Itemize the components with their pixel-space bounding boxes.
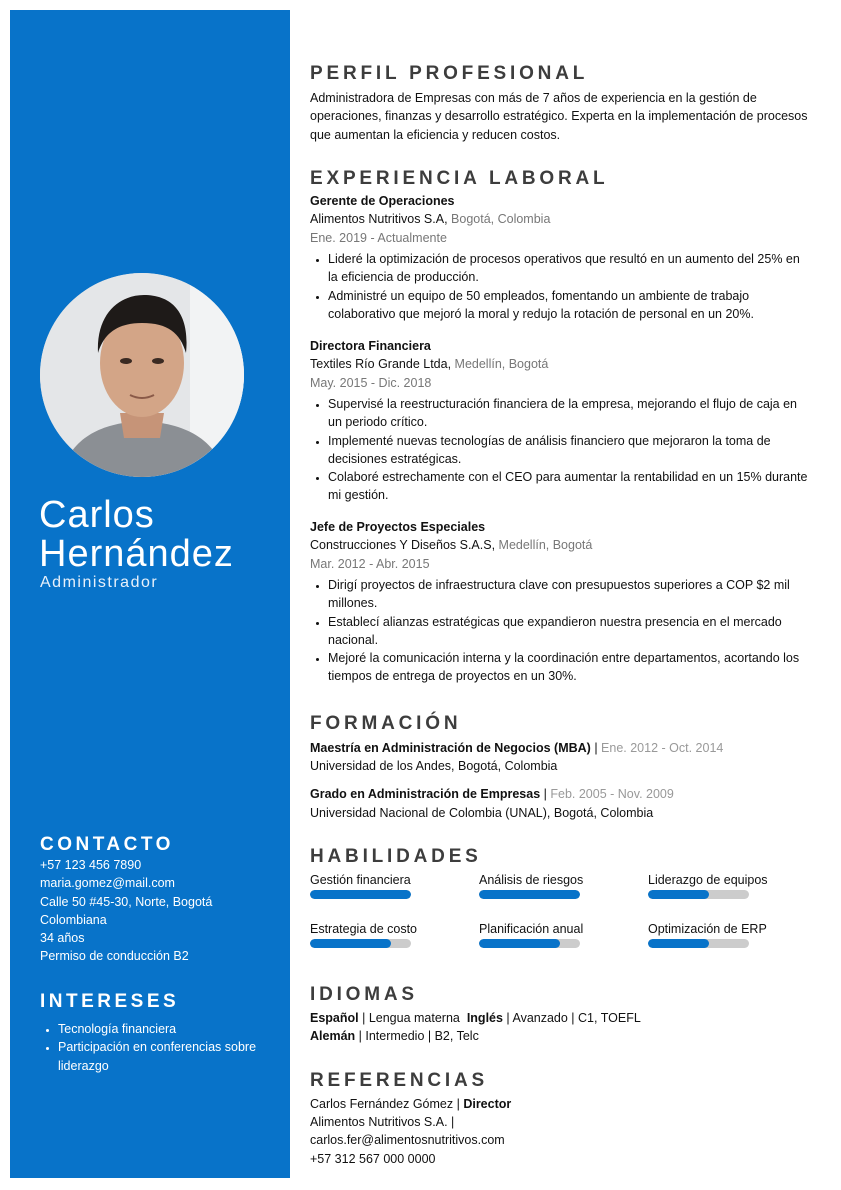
language-level: | Intermedio | B2, Telc	[355, 1029, 479, 1043]
skill-bar	[648, 890, 749, 899]
experience-title: EXPERIENCIA LABORAL	[310, 168, 609, 189]
job-location: Medellín, Bogotá	[498, 538, 593, 552]
education-degree: Maestría en Administración de Negocios (MBA)	[310, 741, 591, 755]
interests-title: INTERESES	[40, 991, 180, 1012]
job-bullet: • Mejoré la comunicación interna y la coordinación entre departamentos, acortando los tiempos de entrega de proyectos en un 30%.	[328, 649, 808, 686]
job-bullet: • Supervisé la reestructuración financiera de la empresa, mejorando el flujo de caja en un periodo crítico.	[328, 395, 808, 432]
language-name: Inglés	[466, 1011, 503, 1025]
skill-bar	[479, 939, 580, 948]
education-title: FORMACIÓN	[310, 713, 462, 734]
job-title: Jefe de Proyectos Especiales	[310, 520, 486, 534]
skill-item	[310, 873, 450, 899]
skill-bar-fill	[310, 890, 411, 899]
skill-label: Gestión financiera	[310, 873, 411, 887]
job-bullet: • Implementé nuevas tecnologías de análisis financiero que mejoraron la toma de decisiones estratégicas.	[328, 432, 808, 469]
languages-title: IDIOMAS	[310, 984, 418, 1005]
job-company-line	[310, 212, 550, 226]
skill-bar-fill	[648, 939, 709, 948]
reference-position: Director	[463, 1097, 512, 1111]
reference-name-line	[310, 1097, 511, 1111]
job-bullet: • Lideré la optimización de procesos operativos que resultó en un aumento del 25% en la eficiencia de producción.	[328, 250, 808, 287]
language-level: | Lengua materna	[358, 1011, 464, 1025]
reference-company: Alimentos Nutritivos S.A. |	[310, 1115, 455, 1129]
skill-bar-fill	[479, 939, 560, 948]
skill-label: Planificación anual	[479, 922, 584, 936]
job-bullet: • Establecí alianzas estratégicas que expandieron nuestra presencia en el mercado nacional.	[328, 613, 808, 650]
candidate-name	[39, 496, 234, 574]
contact-address-line2: Colombiana	[40, 912, 107, 927]
profile-photo	[40, 273, 244, 477]
education-separator: |	[540, 787, 551, 801]
skill-bar	[310, 939, 411, 948]
language-name: Alemán	[310, 1029, 356, 1043]
education-school: Universidad Nacional de Colombia (UNAL), Bogotá, Colombia	[310, 806, 654, 820]
contact-address-line1: Calle 50 #45-30, Norte, Bogotá	[40, 894, 213, 909]
job-company-line	[310, 357, 548, 371]
skills-title: HABILIDADES	[310, 846, 482, 867]
interest-item: • Participación en conferencias sobre liderazgo	[58, 1038, 283, 1075]
contact-license: Permiso de conducción B2	[40, 949, 189, 964]
skill-item	[479, 873, 619, 899]
job-company: Textiles Río Grande Ltda,	[310, 357, 452, 371]
skill-label: Análisis de riesgos	[479, 873, 584, 887]
job-title: Directora Financiera	[310, 339, 431, 353]
reference-email: carlos.fer@alimentosnutritivos.com	[310, 1133, 505, 1147]
skill-label: Estrategia de costo	[310, 922, 418, 936]
sidebar	[10, 10, 290, 1178]
contact-age: 34 años	[40, 931, 85, 946]
last-name: Hernández	[39, 533, 234, 575]
skill-item	[648, 873, 788, 899]
reference-name: Carlos Fernández Gómez |	[310, 1097, 464, 1111]
skill-item	[479, 922, 619, 948]
reference-phone: +57 312 567 000 0000	[310, 1152, 436, 1166]
candidate-role: Administrador	[40, 574, 159, 591]
skill-bar	[648, 939, 749, 948]
job-bullets	[310, 395, 808, 505]
education-separator: |	[590, 741, 602, 755]
job-dates: Ene. 2019 - Actualmente	[310, 231, 447, 245]
job-bullet: • Dirigí proyectos de infraestructura clave con presupuestos superiores a COP $2 mil millones.	[328, 576, 808, 613]
job-company: Construcciones Y Diseños S.A.S,	[310, 538, 496, 552]
job-bullets	[310, 250, 808, 323]
contact-title: CONTACTO	[40, 834, 174, 855]
contact-email: maria.gomez@mail.com	[40, 876, 175, 891]
summary-text: Administradora de Empresas con más de 7 años de experiencia en la gestión de operaciones, finanzas y desarrollo estratégico. Experta en la implementación de procesos que aumentan la eficiencia y reducen costos.	[310, 91, 808, 142]
language-name: Español	[310, 1011, 359, 1025]
job-bullets	[310, 576, 808, 686]
job-title: Gerente de Operaciones	[310, 194, 455, 208]
education-degree: Grado en Administración de Empresas	[310, 787, 541, 801]
job-location: Bogotá, Colombia	[451, 212, 551, 226]
skill-bar-fill	[479, 890, 580, 899]
job-location: Medellín, Bogotá	[454, 357, 549, 371]
job-dates: May. 2015 - Dic. 2018	[310, 376, 432, 390]
skill-bar-fill	[310, 939, 391, 948]
skill-bar	[479, 890, 580, 899]
job-bullet: • Administré un equipo de 50 empleados, fomentando un ambiente de trabajo colaborativo que mejoró la moral y redujo la rotación de personal en un 20%.	[328, 287, 808, 324]
interest-item: • Tecnología financiera	[58, 1020, 283, 1038]
skill-bar-fill	[648, 890, 709, 899]
language-level: | Avanzado | C1, TOEFL	[502, 1011, 641, 1025]
education-school: Universidad de los Andes, Bogotá, Colombia	[310, 759, 558, 773]
first-name: Carlos	[39, 494, 155, 536]
skill-label: Optimización de ERP	[648, 922, 767, 936]
education-degree-line	[310, 741, 723, 755]
interests-list	[40, 1020, 283, 1075]
summary-title: PERFIL PROFESIONAL	[310, 63, 589, 84]
contact-list	[40, 856, 270, 966]
skill-label: Liderazgo de equipos	[648, 873, 768, 887]
job-bullet: • Colaboré estrechamente con el CEO para aumentar la rentabilidad en un 15% durante mi gestión.	[328, 468, 808, 505]
job-dates: Mar. 2012 - Abr. 2015	[310, 557, 430, 571]
skill-item	[648, 922, 788, 948]
skill-bar	[310, 890, 411, 899]
languages-line-1	[310, 1011, 641, 1025]
contact-phone: +57 123 456 7890	[40, 858, 142, 872]
education-dates: Ene. 2012 - Oct. 2014	[601, 741, 724, 755]
references-title: REFERENCIAS	[310, 1070, 488, 1091]
skill-item	[310, 922, 450, 948]
languages-line-2	[310, 1029, 479, 1043]
job-company: Alimentos Nutritivos S.A,	[310, 212, 448, 226]
education-dates: Feb. 2005 - Nov. 2009	[550, 787, 674, 801]
job-company-line	[310, 538, 592, 552]
education-degree-line	[310, 787, 674, 801]
